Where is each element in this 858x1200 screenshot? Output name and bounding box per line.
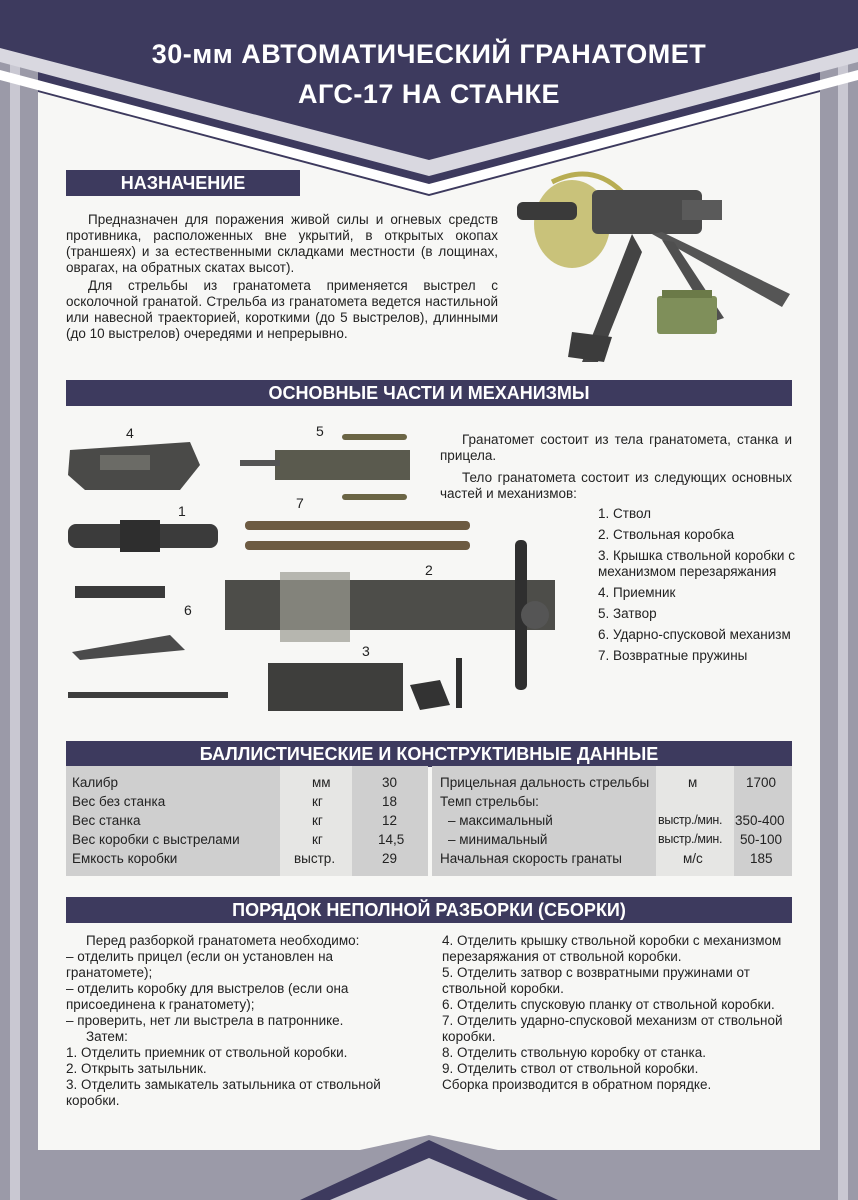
- disassembly-step: 4. Отделить крышку ствольной коробки с механизмом перезаряжания от ствольной коробки.: [442, 933, 782, 964]
- disassembly-step: 6. Отделить спусковую планку от ствольной коробки.: [442, 997, 775, 1012]
- disassembly-step: Перед разборкой гранатомета необходимо:: [86, 933, 360, 948]
- param-value: 12: [382, 813, 398, 828]
- disassembly-left-column: [66, 933, 422, 1109]
- purpose-paragraph-1: Предназначен для поражения живой силы и огневых средств противника, расположенных вне укрытий, в открытых окопах (траншеях) и за естественными складками местности (в лощинах, оврагах, на обратных скатах высот).: [66, 212, 498, 275]
- param-value: 30: [382, 775, 398, 790]
- param-value: 1700: [746, 775, 777, 790]
- disassembly-step: – отделить коробку для выстрелов (если она присоединена к гранатомету);: [66, 981, 349, 1012]
- parts-list-item: 4. Приемник: [598, 585, 676, 600]
- purpose-heading: НАЗНАЧЕНИЕ: [66, 170, 300, 196]
- disassembly-step: 2. Открыть затыльник.: [66, 1061, 207, 1076]
- param-name: Темп стрельбы:: [440, 794, 539, 809]
- purpose-text: [66, 212, 498, 342]
- table-row: [72, 773, 422, 792]
- disassembly-right-column: [442, 933, 794, 1093]
- parts-heading: ОСНОВНЫЕ ЧАСТИ И МЕХАНИЗМЫ: [66, 380, 792, 406]
- param-value: 50-100: [740, 832, 783, 847]
- title-line-2: АГС-17 НА СТАНКЕ: [297, 79, 561, 109]
- ballistic-heading: БАЛЛИСТИЧЕСКИЕ И КОНСТРУКТИВНЫЕ ДАННЫЕ: [66, 741, 792, 767]
- param-name: Прицельная дальность стрельбы: [440, 775, 650, 790]
- part-4-receiver: [68, 442, 200, 490]
- parts-list-item: 3. Крышка ствольной коробки с механизмом перезаряжания: [598, 548, 795, 579]
- parts-intro-1: Гранатомет состоит из тела гранатомета, станка и прицела.: [440, 432, 792, 463]
- disassembly-step: – отделить прицел (если он установлен на гранатомете);: [66, 949, 334, 980]
- parts-list-item: 1. Ствол: [598, 506, 652, 521]
- part-7-return-springs: [245, 521, 470, 550]
- label-2: 2: [425, 562, 433, 578]
- ags17-tripod-illustration: [512, 162, 802, 372]
- disassembly-step: 5. Отделить затвор с возвратными пружинами от ствольной коробки.: [442, 965, 750, 996]
- part-5-bolt: [240, 434, 410, 500]
- poster-title: [0, 34, 858, 114]
- param-unit: кг: [312, 813, 323, 828]
- param-unit: выстр.: [294, 851, 336, 866]
- label-5: 5: [316, 423, 324, 439]
- param-name: – максимальный: [448, 813, 553, 828]
- param-value: 14,5: [378, 832, 405, 847]
- table-row: [72, 811, 422, 830]
- part-3-receiver-cover: [268, 658, 462, 711]
- param-name: Емкость коробки: [72, 851, 178, 866]
- table-row: [440, 773, 790, 792]
- table-row: [72, 792, 422, 811]
- param-name: – минимальный: [448, 832, 548, 847]
- disassembly-step: 8. Отделить ствольную коробку от станка.: [442, 1045, 706, 1060]
- param-value: 350-400: [735, 813, 785, 828]
- disassembly-step: Затем:: [86, 1029, 128, 1044]
- label-7: 7: [296, 495, 304, 511]
- parts-list: [598, 506, 798, 669]
- param-name: Калибр: [72, 775, 119, 790]
- purpose-paragraph-2: Для стрельбы из гранатомета применяется выстрел с осколочной гранатой. Стрельба из гранатомета ведется настильной или навесной траекторией, короткими (до 5 выстрелов), длинными (до 10 выстрелов) очередями и непрерывно.: [66, 278, 498, 341]
- disassembly-heading: ПОРЯДОК НЕПОЛНОЙ РАЗБОРКИ (СБОРКИ): [66, 897, 792, 923]
- disassembly-step: Сборка производится в обратном порядке.: [442, 1077, 712, 1092]
- label-6: 6: [184, 602, 192, 618]
- param-name: Вес без станка: [72, 794, 166, 809]
- disassembly-step: – проверить, нет ли выстрела в патроннике.: [66, 1013, 344, 1028]
- table-row: [440, 849, 790, 868]
- title-line-1: 30-мм АВТОМАТИЧЕСКИЙ ГРАНАТОМЕТ: [151, 39, 707, 69]
- param-unit: м: [688, 775, 698, 790]
- table-row: [440, 792, 790, 811]
- param-value: 29: [382, 851, 398, 866]
- part-1-barrel: [68, 520, 218, 552]
- param-name: Начальная скорость гранаты: [440, 851, 622, 866]
- table-row: [440, 830, 790, 849]
- parts-list-item: 5. Затвор: [598, 606, 657, 621]
- label-4: 4: [126, 425, 134, 441]
- param-unit: мм: [312, 775, 331, 790]
- param-unit: м/с: [683, 851, 703, 866]
- param-unit: выстр./мин.: [658, 813, 723, 827]
- ballistic-table-right: [440, 773, 790, 868]
- param-value: 18: [382, 794, 398, 809]
- disassembly-step: 3. Отделить замыкатель затыльника от ствольной коробки.: [66, 1077, 381, 1108]
- param-unit: кг: [312, 794, 323, 809]
- parts-list-item: 6. Ударно-спусковой механизм: [598, 627, 791, 642]
- label-1: 1: [178, 503, 186, 519]
- ballistic-table-left: [72, 773, 422, 868]
- disassembly-step: 1. Отделить приемник от ствольной коробки.: [66, 1045, 348, 1060]
- parts-list-item: 2. Ствольная коробка: [598, 527, 735, 542]
- param-name: Вес станка: [72, 813, 141, 828]
- param-name: Вес коробки с выстрелами: [72, 832, 240, 847]
- table-row: [72, 849, 422, 868]
- parts-intro-2: Тело гранатомета состоит из следующих основных частей и механизмов:: [440, 470, 792, 501]
- param-unit: выстр./мин.: [658, 832, 723, 846]
- parts-intro: [440, 432, 792, 502]
- parts-list-item: 7. Возвратные пружины: [598, 648, 748, 663]
- table-row: [72, 830, 422, 849]
- disassembly-step: 7. Отделить ударно-спусковой механизм от ствольной коробки.: [442, 1013, 783, 1044]
- param-unit: кг: [312, 832, 323, 847]
- disassembly-step: 9. Отделить ствол от ствольной коробки.: [442, 1061, 699, 1076]
- label-3: 3: [362, 643, 370, 659]
- table-row: [440, 811, 790, 830]
- param-value: 185: [750, 851, 773, 866]
- part-6-trigger-mechanism: [68, 586, 228, 698]
